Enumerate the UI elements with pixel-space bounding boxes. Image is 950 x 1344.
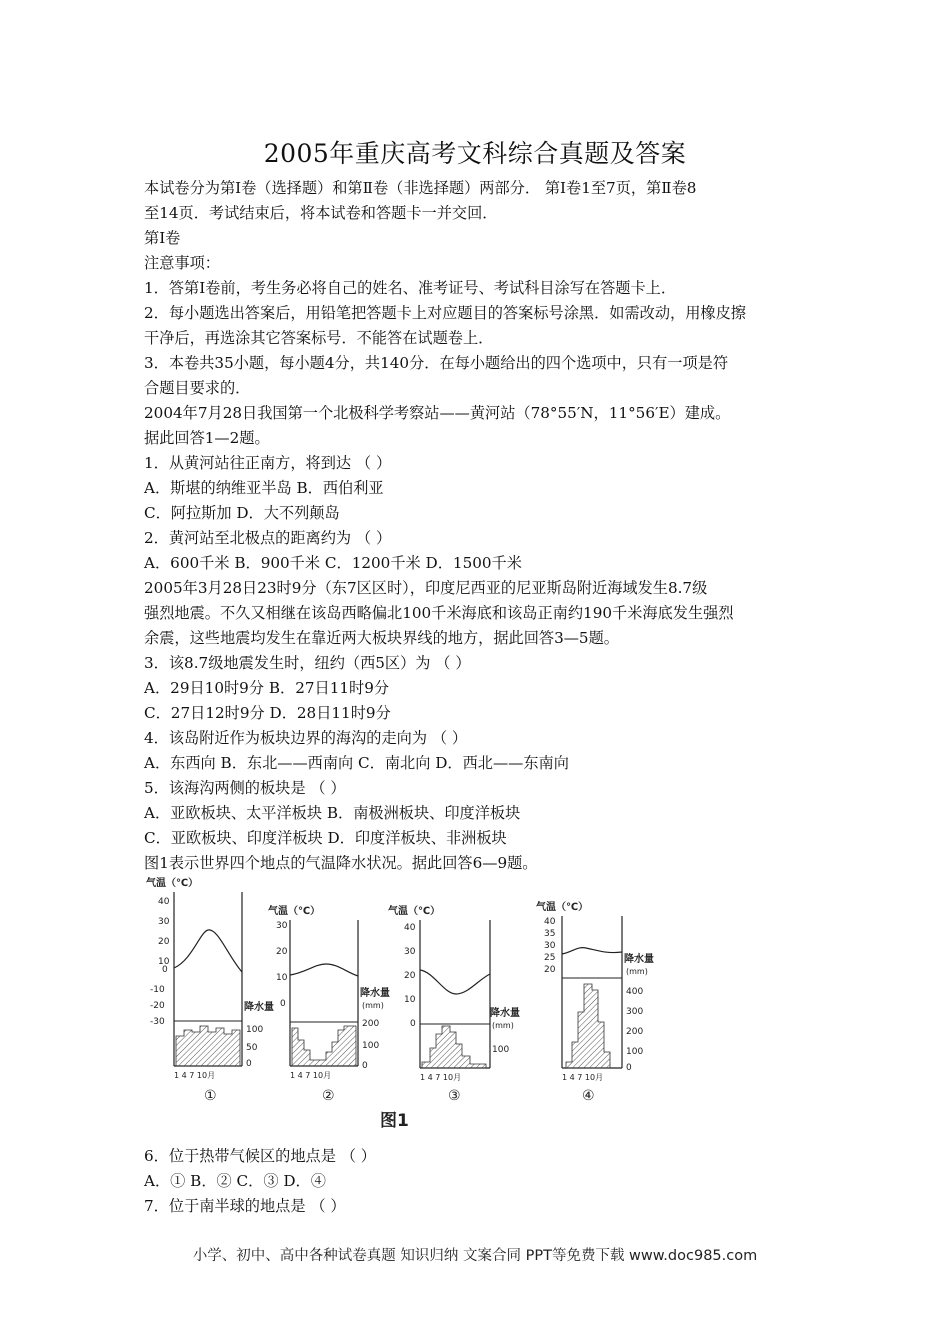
- p2-ptick-100: 100: [362, 1041, 380, 1051]
- p4-ptick-300: 300: [626, 1007, 644, 1017]
- panel-4-temp-label: 气温（℃）: [536, 902, 589, 913]
- exam-text-line: 7．位于南半球的地点是 （ ）: [144, 1197, 346, 1215]
- exam-text-line: A．600千米 B．900千米 C．1200千米 D．1500千米: [144, 554, 522, 572]
- p1-ptick-50: 50: [246, 1043, 258, 1053]
- p4-ptick-200: 200: [626, 1027, 644, 1037]
- p2-precip-label: 降水量: [360, 988, 390, 999]
- p3-months: 1 4 7 10月: [420, 1073, 462, 1082]
- p1-tick-20: 20: [158, 937, 170, 947]
- p2-tick-0: 0: [280, 999, 286, 1009]
- exam-text-line: C．阿拉斯加 D．大不列颠岛: [144, 504, 340, 522]
- exam-text-line: A．斯堪的纳维亚半岛 B．西伯利亚: [144, 479, 384, 497]
- p4-ptick-0: 0: [626, 1063, 632, 1073]
- p2-ptick-0: 0: [362, 1061, 368, 1071]
- exam-text-line: C．27日12时9分 D．28日11时9分: [144, 704, 391, 722]
- exam-text-line: 3．该8.7级地震发生时，纽约（西5区）为 （ ）: [144, 654, 471, 672]
- p1-tick-m10: -10: [150, 985, 165, 995]
- p1-tick-10: 10: [158, 957, 170, 967]
- p4-tick-20: 20: [544, 965, 556, 975]
- exam-text-line: 合题目要求的．: [144, 379, 251, 397]
- climate-charts-svg: [140, 872, 660, 1140]
- figure-caption: 图1: [380, 1111, 409, 1131]
- exam-text-line: 注意事项：: [144, 254, 220, 272]
- p4-ptick-400: 400: [626, 987, 644, 997]
- exam-text-line: A．29日10时9分 B．27日11时9分: [144, 679, 390, 697]
- p3-id: ③: [448, 1088, 461, 1104]
- p2-months: 1 4 7 10月: [290, 1071, 332, 1080]
- p2-precip-unit: (mm): [362, 1001, 384, 1010]
- exam-text-line: 干净后，再选涂其它答案标号．不能答在试题卷上．: [144, 329, 494, 347]
- exam-text-line: 2005年3月28日23时9分（东7区区时），印度尼西亚的尼亚斯岛附近海域发生8.7级: [144, 579, 708, 597]
- p4-precip-unit: (mm): [626, 967, 648, 976]
- p3-precip-unit: (mm): [492, 1021, 514, 1030]
- exam-text-line: 第Ⅰ卷: [144, 229, 181, 247]
- p4-precip-label: 降水量: [624, 954, 654, 965]
- panel-1-temp-label: 气温（℃）: [146, 878, 199, 889]
- exam-text-line: 图1表示世界四个地点的气温降水状况。据此回答6—9题。: [144, 854, 538, 872]
- exam-text-line: 1．答第Ⅰ卷前，考生务必将自己的姓名、准考证号、考试科目涂写在答题卡上．: [144, 279, 677, 297]
- p1-months: 1 4 7 10月: [174, 1071, 216, 1080]
- p4-months: 1 4 7 10月: [562, 1073, 604, 1082]
- exam-text-line: 据此回答1—2题。: [144, 429, 270, 447]
- p3-precip-label: 降水量: [490, 1008, 520, 1019]
- p2-tick-10: 10: [276, 973, 288, 983]
- panel-3: [388, 904, 520, 1104]
- p4-ptick-100: 100: [626, 1047, 644, 1057]
- panel-4: [536, 900, 654, 1104]
- p4-tick-40: 40: [544, 917, 556, 927]
- page-title: 2005年重庆高考文科综合真题及答案: [263, 139, 687, 168]
- p1-ptick-100: 100: [246, 1025, 264, 1035]
- p2-ptick-200: 200: [362, 1019, 380, 1029]
- p1-tick-30: 30: [158, 917, 170, 927]
- exam-text-line: 5．该海沟两侧的板块是 （ ）: [144, 779, 346, 797]
- exam-text-line: A．东西向 B．东北——西南向 C．南北向 D．西北——东南向: [144, 754, 569, 772]
- exam-text-line: 2．黄河站至北极点的距离约为 （ ）: [144, 529, 392, 547]
- p3-tick-40: 40: [404, 923, 416, 933]
- p1-precip-label: 降水量: [244, 1002, 274, 1013]
- exam-text-line: 2．每小题选出答案后，用铅笔把答题卡上对应题目的答案标号涂黑．如需改动，用橡皮擦: [144, 304, 746, 322]
- panel-1: [146, 876, 274, 1104]
- p1-ptick-0: 0: [246, 1059, 252, 1069]
- exam-text-line: 本试卷分为第Ⅰ卷（选择题）和第Ⅱ卷（非选择题）两部分． 第Ⅰ卷1至7页，第Ⅱ卷8: [144, 179, 697, 197]
- p2-tick-30: 30: [276, 921, 288, 931]
- exam-text-line: 4．该岛附近作为板块边界的海沟的走向为 （ ）: [144, 729, 468, 747]
- exam-text-line: 余震，这些地震均发生在靠近两大板块界线的地方，据此回答3—5题。: [144, 629, 619, 647]
- p3-tick-30: 30: [404, 947, 416, 957]
- panel-3-temp-label: 气温（℃）: [388, 906, 441, 917]
- p1-tick-0: 0: [162, 965, 168, 975]
- exam-text-line: 2004年7月28日我国第一个北极科学考察站——黄河站（78°55′N，11°56′E）建成。: [144, 404, 731, 422]
- p2-tick-20: 20: [276, 947, 288, 957]
- p4-id: ④: [582, 1088, 595, 1104]
- p1-id: ①: [204, 1088, 217, 1104]
- p1-tick-40: 40: [158, 897, 170, 907]
- p4-tick-35: 35: [544, 929, 556, 939]
- exam-text-line: 强烈地震。不久又相继在该岛西略偏北100千米海底和该岛正南约190千米海底发生强烈: [144, 604, 734, 622]
- p3-tick-0: 0: [410, 1019, 416, 1029]
- page-footer: 小学、初中、高中各种试卷真题 知识归纳 文案合同 PPT等免费下载 www.doc985.com: [192, 1248, 758, 1264]
- p3-ptick-100: 100: [492, 1045, 510, 1055]
- exam-text-line: A．亚欧板块、太平洋板块 B．南极洲板块、印度洋板块: [144, 804, 521, 822]
- p3-tick-20: 20: [404, 971, 416, 981]
- exam-body-continued: [144, 1144, 824, 1219]
- exam-body: [144, 176, 824, 876]
- exam-text-line: A．① B．② C．③ D．④: [144, 1172, 326, 1190]
- climate-figure: [140, 872, 660, 1140]
- p4-tick-25: 25: [544, 953, 556, 963]
- p1-tick-m20: -20: [150, 1001, 165, 1011]
- p4-tick-30: 30: [544, 941, 556, 951]
- p2-id: ②: [322, 1088, 335, 1104]
- p1-tick-m30: -30: [150, 1017, 165, 1027]
- exam-text-line: 3．本卷共35小题，每小题4分，共140分．在每小题给出的四个选项中，只有一项是符: [144, 354, 729, 372]
- exam-text-line: C．亚欧板块、印度洋板块 D．印度洋板块、非洲板块: [144, 829, 507, 847]
- panel-2-temp-label: 气温（℃）: [268, 906, 321, 917]
- exam-text-line: 1．从黄河站往正南方，将到达 （ ）: [144, 454, 392, 472]
- exam-text-line: 至14页．考试结束后，将本试卷和答题卡一并交回．: [144, 204, 498, 222]
- panel-2: [268, 904, 390, 1104]
- exam-text-line: 6．位于热带气候区的地点是 （ ）: [144, 1147, 376, 1165]
- p3-tick-10: 10: [404, 995, 416, 1005]
